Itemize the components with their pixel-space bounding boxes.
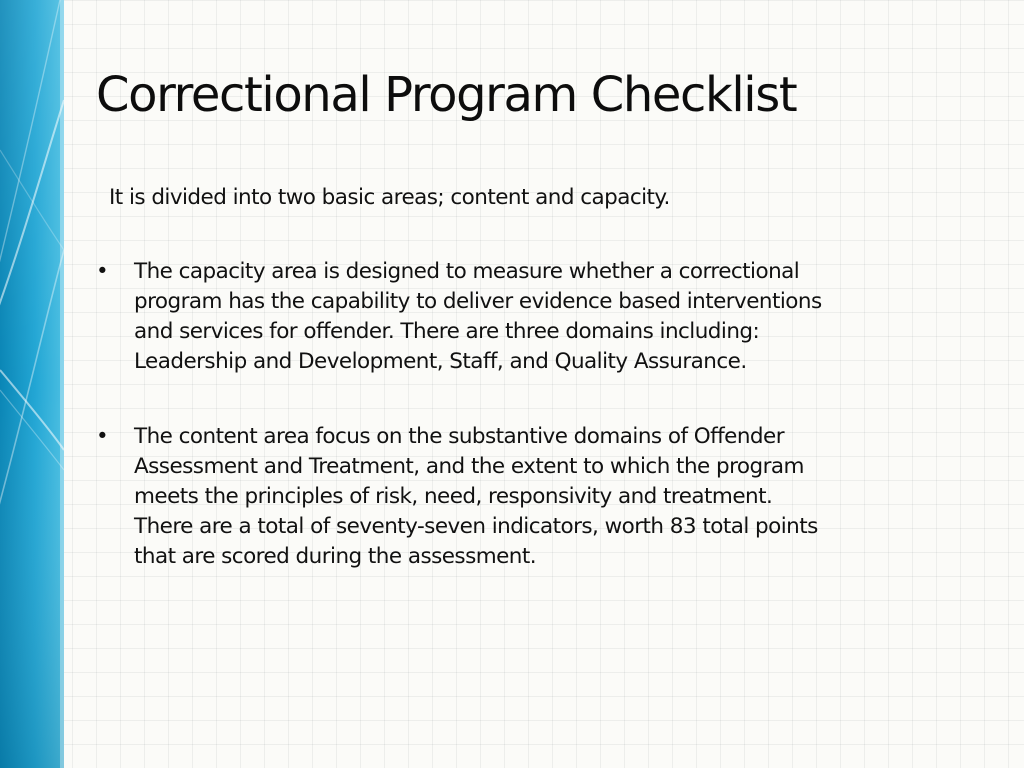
bullet-line: meets the principles of risk, need, responsivity and treatment. bbox=[134, 484, 773, 509]
bullet-item-content bbox=[96, 422, 996, 572]
bullet-line: program has the capability to deliver evidence based interventions bbox=[134, 289, 822, 314]
decorative-side-band bbox=[0, 0, 64, 768]
bullet-dot-icon: • bbox=[96, 424, 109, 449]
bullet-list bbox=[96, 257, 996, 617]
bullet-line: Leadership and Development, Staff, and Quality Assurance. bbox=[134, 349, 747, 374]
bullet-dot-icon: • bbox=[96, 259, 109, 284]
side-band-graphic bbox=[0, 0, 64, 768]
intro-text: It is divided into two basic areas; content and capacity. bbox=[109, 185, 670, 210]
bullet-line: The content area focus on the substantive domains of Offender bbox=[134, 424, 784, 449]
bullet-line: The capacity area is designed to measure whether a correctional bbox=[134, 259, 800, 284]
bullet-line: Assessment and Treatment, and the extent to which the program bbox=[134, 454, 804, 479]
bullet-item-capacity bbox=[96, 257, 996, 377]
bullet-line: that are scored during the assessment. bbox=[134, 544, 537, 569]
bullet-line: There are a total of seventy-seven indicators, worth 83 total points bbox=[134, 514, 818, 539]
slide-title: Correctional Program Checklist bbox=[96, 67, 797, 123]
bullet-line: and services for offender. There are three domains including: bbox=[134, 319, 760, 344]
